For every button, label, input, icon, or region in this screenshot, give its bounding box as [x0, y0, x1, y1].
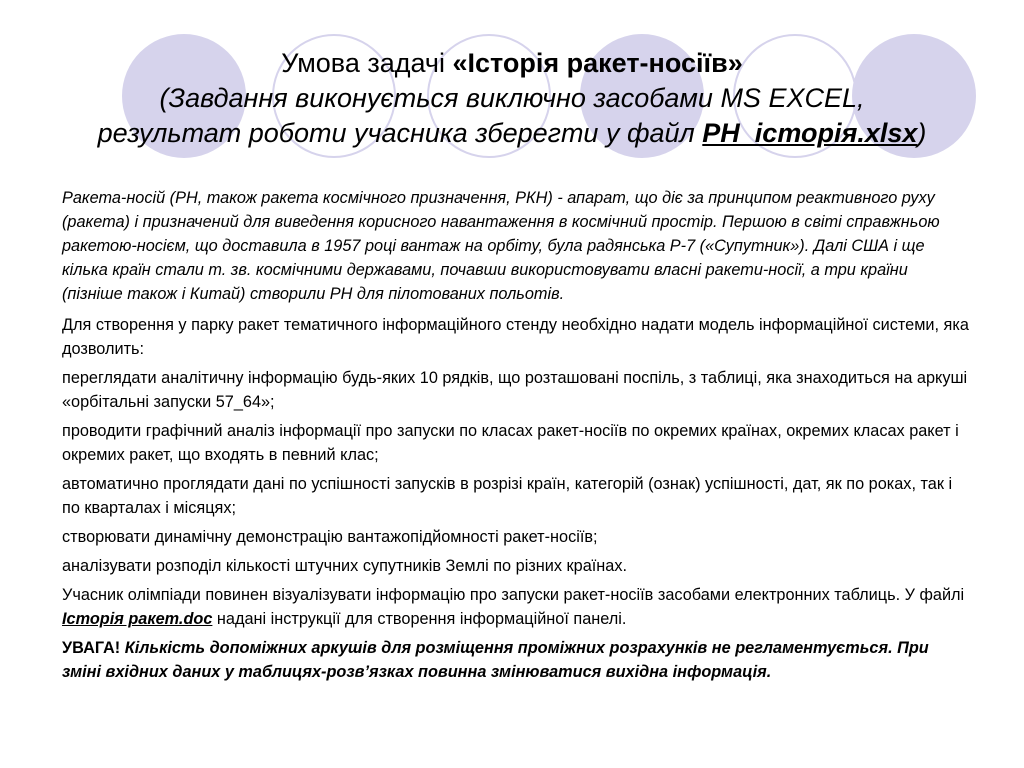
- participant-suffix: надані інструкції для створення інформаційної панелі.: [212, 610, 627, 628]
- participant-paragraph: [62, 583, 972, 631]
- warning-text: Кількість допоміжних аркушів для розміщення проміжних розрахунків не регламентується. При зміні вхідних даних у таблицях-розв’язках повинна змінюватися вихідна інформація.: [62, 639, 929, 681]
- title-line-3: [40, 116, 984, 151]
- instructions-file-link[interactable]: Історія ракет.doc: [62, 610, 213, 628]
- title-line-1: [40, 46, 984, 81]
- task-name: «Історія ракет-носіїв»: [452, 48, 743, 78]
- requirement-item: переглядати аналітичну інформацію будь-яких 10 рядків, що розташовані поспіль, з таблиці, яка знаходиться на аркуші «орбітальні запуски 57_64»;: [62, 369, 968, 411]
- requirement-item: проводити графічний аналіз інформації про запуски по класах ракет-носіїв по окремих країнах, окремих класах ракет і окремих ракет, що входять в певний клас;: [62, 422, 959, 464]
- requirement-item: автоматично проглядати дані по успішності запусків в розрізі країн, категорій (ознак) успішності, дат, як по роках, так і по кварталах і місяцях;: [62, 475, 953, 517]
- requirement-item: аналізувати розподіл кількості штучних супутників Землі по різних країнах.: [62, 557, 627, 575]
- warning-label: УВАГА!: [62, 639, 125, 657]
- slide-body: [62, 186, 972, 689]
- intro-paragraph: Ракета-носій (РН, також ракета космічного призначення, РКН) - апарат, що діє за принципом реактивного руху (ракета) і призначений для виведення корисного навантаження в космічний простір. Першою в світі справжньою ракетою-носієм, що доставила в 1957 році вантаж на орбіту, була радянська Р-7 («Супутник»). Далі США і ще кілька країн стали т. зв. космічними державами, почавши використовувати власні ракети-носії, а три країни (пізніше також і Китай) створили РН для пілотованих польотів.: [62, 189, 940, 303]
- title-prefix: Умова задачі: [281, 48, 453, 78]
- body-paragraph: Для створення у парку ракет тематичного інформаційного стенду необхідно надати модель інформаційної системи, яка дозволить:: [62, 316, 969, 358]
- requirement-item: створювати динамічну демонстрацію вантажопідйомності ракет-носіїв;: [62, 528, 598, 546]
- title-line-3-suffix: ): [917, 118, 927, 148]
- result-file-name[interactable]: РН_історія.xlsx: [702, 118, 918, 148]
- warning-paragraph: [62, 636, 972, 684]
- slide-title: [40, 46, 984, 151]
- title-line-3-prefix: результат роботи учасника зберегти у файл: [97, 118, 703, 148]
- title-line-2: (Завдання виконується виключно засобами MS EXCEL,: [159, 83, 865, 113]
- participant-prefix: Учасник олімпіади повинен візуалізувати інформацію про запуски ракет-носіїв засобами електронних таблиць. У файлі: [62, 586, 965, 604]
